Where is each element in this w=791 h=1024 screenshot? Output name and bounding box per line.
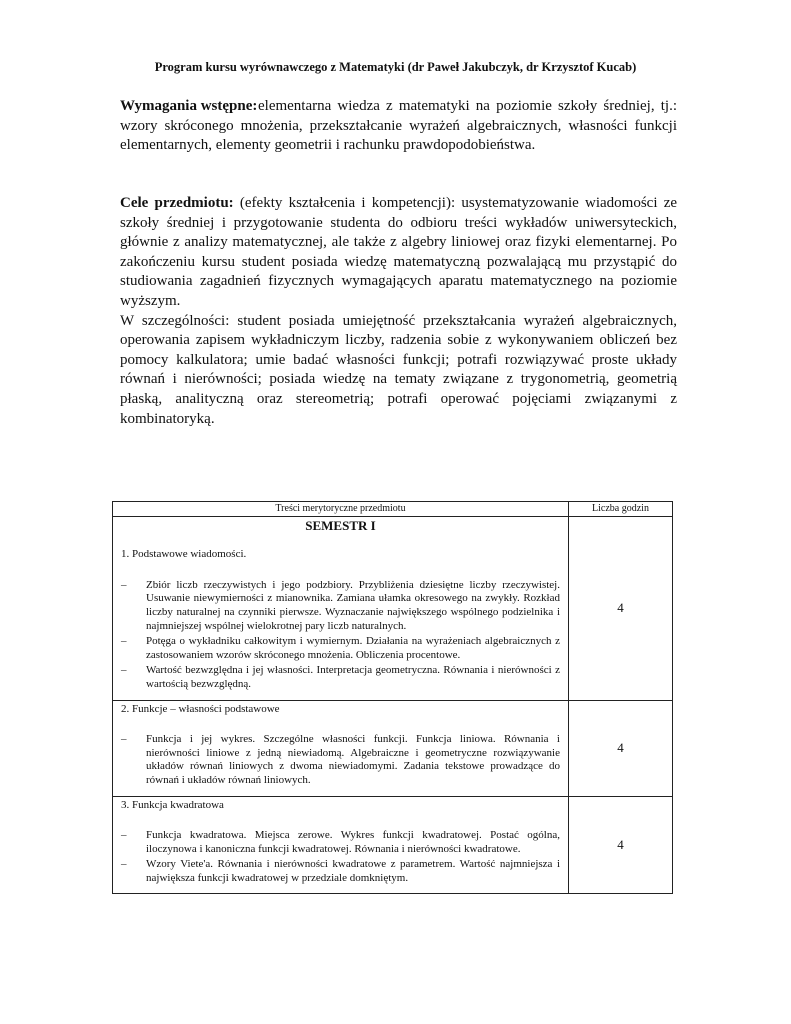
- header-content: Treści merytoryczne przedmiotu: [113, 502, 569, 517]
- goals-paragraph: [120, 194, 677, 312]
- item-text: Potęga o wykładniku całkowitym i wymiernym. Działania na wyrażeniach algebraicznych z zastosowaniem wzorów skróconego mnożenia. Obliczenia procentowe.: [146, 635, 560, 661]
- item-text: Wartość bezwzględna i jej własności. Interpretacja geometryczna. Równania i nierówności z wartością bezwzględną.: [146, 664, 560, 690]
- hours-cell: 4: [569, 796, 673, 894]
- table-row: [113, 516, 673, 700]
- topic-title: 3. Funkcja kwadratowa: [121, 798, 224, 811]
- table-row: [113, 700, 673, 796]
- topic-cell: [113, 796, 569, 894]
- dash-bullet: –: [121, 829, 127, 842]
- semester-heading: SEMESTR I: [305, 517, 376, 533]
- topic-title: 2. Funkcje – własności podstawowe: [121, 702, 280, 715]
- dash-bullet: –: [121, 578, 127, 591]
- topic-cell: [113, 516, 569, 700]
- goals-specifics: W szczególności: student posiada umiejętność przekształcania wyrażeń algebraicznych, operowania zapisem wykładniczym liczby, radzenia sobie z wykonywaniem obliczeń bez pomocy kalkulatora; umie badać własności funkcji; potrafi rozwiązywać proste układy równań i nierówności; posiada wiedzę na tematy związane z trygonometrią, geometrią płaską, analityczną oraz stereometrią; potrafi operować pojęciami związanymi z kombinatoryką.: [120, 312, 677, 427]
- list-item: [121, 858, 560, 885]
- list-item: [121, 664, 560, 691]
- hours-cell: 4: [569, 516, 673, 700]
- requirements-label: Wymagania wstępne:: [120, 98, 258, 114]
- list-item: [121, 579, 560, 633]
- item-text: Funkcja i jej wykres. Szczególne własności funkcji. Funkcja liniowa. Równania i nierówności liniowe z jedną niewiadomą. Algebraiczne i geometryczne rozwiązywanie układów równań liniowych z dwoma niewiadomymi. Zadania tekstowe prowadzące do równań i układów równań liniowych.: [146, 733, 560, 786]
- dash-bullet: –: [121, 664, 127, 677]
- goals-label: Cele przedmiotu:: [120, 195, 234, 211]
- topic-cell: [113, 700, 569, 796]
- goals-text-1: (efekty kształcenia i kompetencji): usystematyzowanie wiadomości ze szkoły średniej i przygotowanie studenta do odbioru treści wykładów uniwersyteckich, głównie z analizy matematycznej, ale także z algebry liniowej oraz fizyki elementarnej. Po zakończeniu kursu student posiada wiedzę matematyczną pozwalającą mu przystąpić do studiowania zagadnień fizycznych wymagających aparatu matematycznego na poziomie wyższym.: [120, 195, 678, 309]
- course-content-table: [112, 501, 673, 894]
- item-text: Zbiór liczb rzeczywistych i jego podzbiory. Przybliżenia dziesiętne liczby rzeczywistej. Usuwanie niewymierności z mianownika. Zamiana ułamka okresowego na zwykły. Rozkład liczby naturalnej na czynniki pierwsze. Wyznaczanie największego wspólnego podzielnika i najmniejszej wspólnej wielokrotnej pary liczb naturalnych.: [146, 578, 560, 632]
- dash-bullet: –: [121, 635, 127, 648]
- goals-section: [120, 194, 677, 429]
- page-title: Program kursu wyrównawczego z Matematyki (dr Paweł Jakubczyk, dr Krzysztof Kucab): [154, 60, 637, 74]
- list-item: [121, 733, 560, 787]
- topic-items: [121, 829, 560, 885]
- topic-items: [121, 579, 560, 692]
- topic-title: 1. Podstawowe wiadomości.: [121, 548, 247, 561]
- topic-items: [121, 733, 560, 787]
- item-text: Wzory Viete'a. Równania i nierówności kwadratowe z parametrem. Wartość najmniejsza i największa funkcji kwadratowej w przedziale domkniętym.: [146, 858, 560, 884]
- table-header-row: [113, 502, 673, 517]
- hours-cell: 4: [569, 700, 673, 796]
- header-hours: Liczba godzin: [569, 502, 673, 517]
- table-row: [113, 796, 673, 894]
- dash-bullet: –: [121, 858, 127, 871]
- requirements-text: elementarna wiedza z matematyki na poziomie szkoły średniej, tj.: wzory skróconego mnożenia, przekształcanie wyrażeń algebraicznych, własności funkcji elementarnych, elementy geometrii i rachunku prawdopodobieństwa.: [120, 98, 677, 154]
- item-text: Funkcja kwadratowa. Miejsca zerowe. Wykres funkcji kwadratowej. Postać ogólna, iloczynowa i kanoniczna funkcji kwadratowej. Równania i nierówności kwadratowe.: [146, 829, 560, 855]
- dash-bullet: –: [121, 733, 127, 746]
- list-item: [121, 635, 560, 662]
- list-item: [121, 829, 560, 856]
